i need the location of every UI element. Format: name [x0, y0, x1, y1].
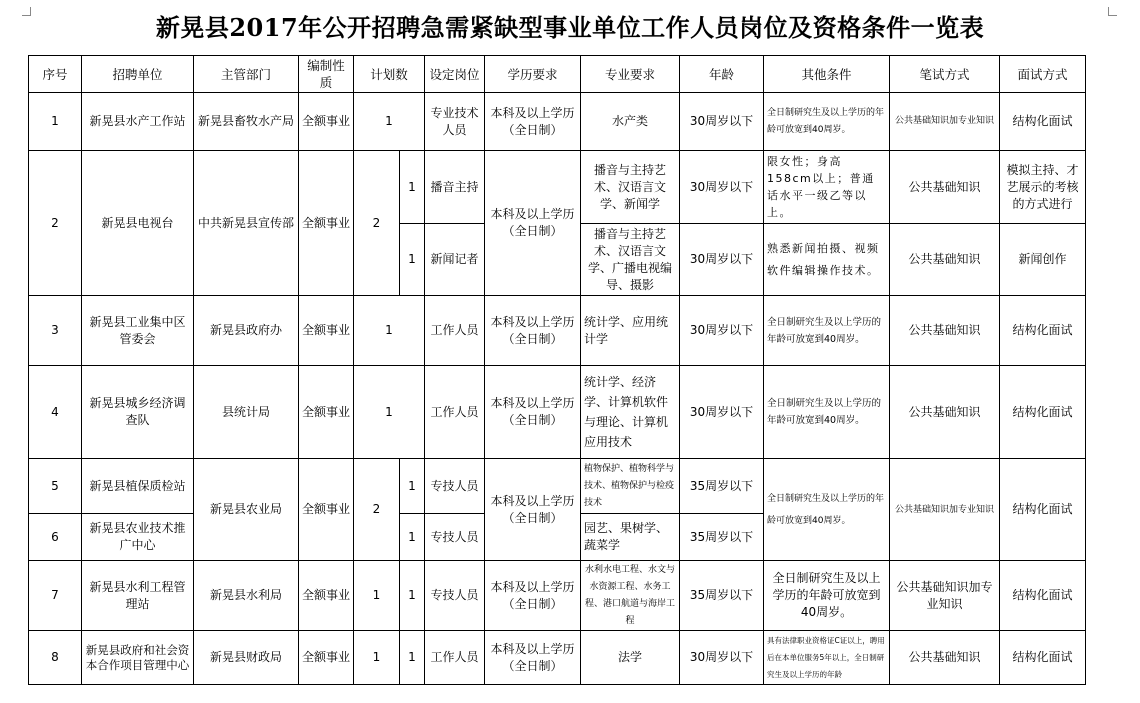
unit-cell: 新晃县工业集中区管委会	[82, 296, 194, 366]
nature-cell: 全额事业	[299, 561, 354, 631]
age-cell: 35周岁以下	[680, 514, 764, 561]
plan-cell: 1	[354, 93, 425, 151]
unit-cell: 新晃县城乡经济调查队	[82, 366, 194, 459]
plan-total-cell: 1	[354, 561, 400, 631]
dept-cell: 新晃县农业局	[194, 459, 299, 561]
plan-cell: 1	[354, 366, 425, 459]
interview-cell: 结构化面试	[1000, 93, 1086, 151]
post-cell: 工作人员	[425, 366, 485, 459]
major-cell: 统计学、经济学、计算机软件与理论、计算机应用技术	[581, 366, 680, 459]
edu-cell: 本科及以上学历（全日制）	[485, 93, 581, 151]
post-cell: 专技人员	[425, 514, 485, 561]
other-cell: 全日制研究生及以上学历的年龄可放宽到40周岁。	[764, 93, 890, 151]
header-dept: 主管部门	[194, 56, 299, 93]
unit-cell: 新晃县水产工作站	[82, 93, 194, 151]
interview-cell: 新闻创作	[1000, 224, 1086, 296]
age-cell: 30周岁以下	[680, 151, 764, 224]
table-row	[29, 151, 1086, 224]
age-cell: 30周岁以下	[680, 631, 764, 685]
edu-cell: 本科及以上学历（全日制）	[485, 151, 581, 296]
written-cell: 公共基础知识加专业知识	[890, 93, 1000, 151]
age-cell: 30周岁以下	[680, 224, 764, 296]
header-plan: 计划数	[354, 56, 425, 93]
plan-cell: 1	[400, 224, 425, 296]
post-cell: 专技人员	[425, 561, 485, 631]
other-cell: 全日制研究生及以上学历的年龄可放宽到40周岁。	[764, 296, 890, 366]
post-cell: 工作人员	[425, 296, 485, 366]
other-cell: 全日制研究生及以上学历的年龄可放宽到40周岁。	[764, 561, 890, 631]
nature-cell: 全额事业	[299, 296, 354, 366]
major-cell: 播音与主持艺术、汉语言文学、新闻学	[581, 151, 680, 224]
interview-cell: 结构化面试	[1000, 561, 1086, 631]
dept-cell: 新晃县畜牧水产局	[194, 93, 299, 151]
seq-cell: 6	[29, 514, 82, 561]
table-row	[29, 631, 1086, 685]
header-major: 专业要求	[581, 56, 680, 93]
unit-cell: 新晃县水利工程管理站	[82, 561, 194, 631]
nature-cell: 全额事业	[299, 151, 354, 296]
seq-cell: 3	[29, 296, 82, 366]
header-seq: 序号	[29, 56, 82, 93]
dept-cell: 新晃县政府办	[194, 296, 299, 366]
table-row	[29, 366, 1086, 459]
age-cell: 30周岁以下	[680, 93, 764, 151]
unit-cell: 新晃县植保质检站	[82, 459, 194, 514]
major-cell: 植物保护、植物科学与技术、植物保护与检疫技术	[581, 459, 680, 514]
major-cell: 统计学、应用统计学	[581, 296, 680, 366]
major-cell: 法学	[581, 631, 680, 685]
seq-cell: 5	[29, 459, 82, 514]
interview-cell: 结构化面试	[1000, 631, 1086, 685]
unit-cell: 新晃县农业技术推广中心	[82, 514, 194, 561]
header-written: 笔试方式	[890, 56, 1000, 93]
table-row	[29, 296, 1086, 366]
major-cell: 水利水电工程、水文与水资源工程、水务工程、港口航道与海岸工程	[581, 561, 680, 631]
page-title: 新晃县2017年公开招聘急需紧缺型事业单位工作人员岗位及资格条件一览表	[155, 13, 985, 42]
written-cell: 公共基础知识加专业知识	[890, 459, 1000, 561]
interview-cell: 结构化面试	[1000, 296, 1086, 366]
edu-cell: 本科及以上学历（全日制）	[485, 631, 581, 685]
plan-cell: 1	[400, 514, 425, 561]
plan-cell: 1	[400, 631, 425, 685]
written-cell: 公共基础知识	[890, 631, 1000, 685]
edu-cell: 本科及以上学历（全日制）	[485, 561, 581, 631]
nature-cell: 全额事业	[299, 459, 354, 561]
seq-cell: 2	[29, 151, 82, 296]
header-nature: 编制性质	[299, 56, 354, 93]
interview-cell: 结构化面试	[1000, 366, 1086, 459]
other-cell: 全日制研究生及以上学历的年龄可放宽到40周岁。	[764, 366, 890, 459]
plan-total-cell: 2	[354, 151, 400, 296]
written-cell: 公共基础知识	[890, 296, 1000, 366]
header-unit: 招聘单位	[82, 56, 194, 93]
other-cell: 熟悉新闻拍摄、视频软件编辑操作技术。	[764, 224, 890, 296]
header-age: 年龄	[680, 56, 764, 93]
post-cell: 播音主持	[425, 151, 485, 224]
dept-cell: 新晃县财政局	[194, 631, 299, 685]
positions-table	[28, 55, 1086, 685]
header-edu: 学历要求	[485, 56, 581, 93]
age-cell: 35周岁以下	[680, 561, 764, 631]
age-cell: 30周岁以下	[680, 296, 764, 366]
dept-cell: 县统计局	[194, 366, 299, 459]
plan-cell: 1	[400, 459, 425, 514]
table-row	[29, 561, 1086, 631]
nature-cell: 全额事业	[299, 93, 354, 151]
written-cell: 公共基础知识	[890, 151, 1000, 224]
other-cell: 限女性；身高158cm以上；普通话水平一级乙等以上。	[764, 151, 890, 224]
plan-total-cell: 1	[354, 631, 400, 685]
plan-cell: 1	[400, 561, 425, 631]
header-post: 设定岗位	[425, 56, 485, 93]
age-cell: 35周岁以下	[680, 459, 764, 514]
written-cell: 公共基础知识	[890, 224, 1000, 296]
written-cell: 公共基础知识	[890, 366, 1000, 459]
edu-cell: 本科及以上学历（全日制）	[485, 459, 581, 561]
header-interview: 面试方式	[1000, 56, 1086, 93]
plan-cell: 1	[354, 296, 425, 366]
major-cell: 水产类	[581, 93, 680, 151]
nature-cell: 全额事业	[299, 631, 354, 685]
other-cell: 具有法律职业资格证C证以上，聘用后在本单位服务5年以上，全日制研究生及以上学历的年龄	[764, 631, 890, 685]
table-row	[29, 93, 1086, 151]
post-cell: 专业技术人员	[425, 93, 485, 151]
plan-total-cell: 2	[354, 459, 400, 561]
written-cell: 公共基础知识加专业知识	[890, 561, 1000, 631]
major-cell: 园艺、果树学、蔬菜学	[581, 514, 680, 561]
plan-cell: 1	[400, 151, 425, 224]
interview-cell: 模拟主持、才艺展示的考核的方式进行	[1000, 151, 1086, 224]
seq-cell: 7	[29, 561, 82, 631]
unit-cell: 新晃县政府和社会资本合作项目管理中心	[82, 631, 194, 685]
interview-cell: 结构化面试	[1000, 459, 1086, 561]
header-other: 其他条件	[764, 56, 890, 93]
header-row	[29, 56, 1086, 93]
seq-cell: 4	[29, 366, 82, 459]
post-cell: 工作人员	[425, 631, 485, 685]
dept-cell: 新晃县水利局	[194, 561, 299, 631]
seq-cell: 1	[29, 93, 82, 151]
major-cell: 播音与主持艺术、汉语言文学、广播电视编导、摄影	[581, 224, 680, 296]
other-cell: 全日制研究生及以上学历的年龄可放宽到40周岁。	[764, 459, 890, 561]
seq-cell: 8	[29, 631, 82, 685]
edu-cell: 本科及以上学历（全日制）	[485, 296, 581, 366]
unit-cell: 新晃县电视台	[82, 151, 194, 296]
dept-cell: 中共新晃县宣传部	[194, 151, 299, 296]
age-cell: 30周岁以下	[680, 366, 764, 459]
post-cell: 专技人员	[425, 459, 485, 514]
nature-cell: 全额事业	[299, 366, 354, 459]
post-cell: 新闻记者	[425, 224, 485, 296]
table-row	[29, 459, 1086, 514]
edu-cell: 本科及以上学历（全日制）	[485, 366, 581, 459]
